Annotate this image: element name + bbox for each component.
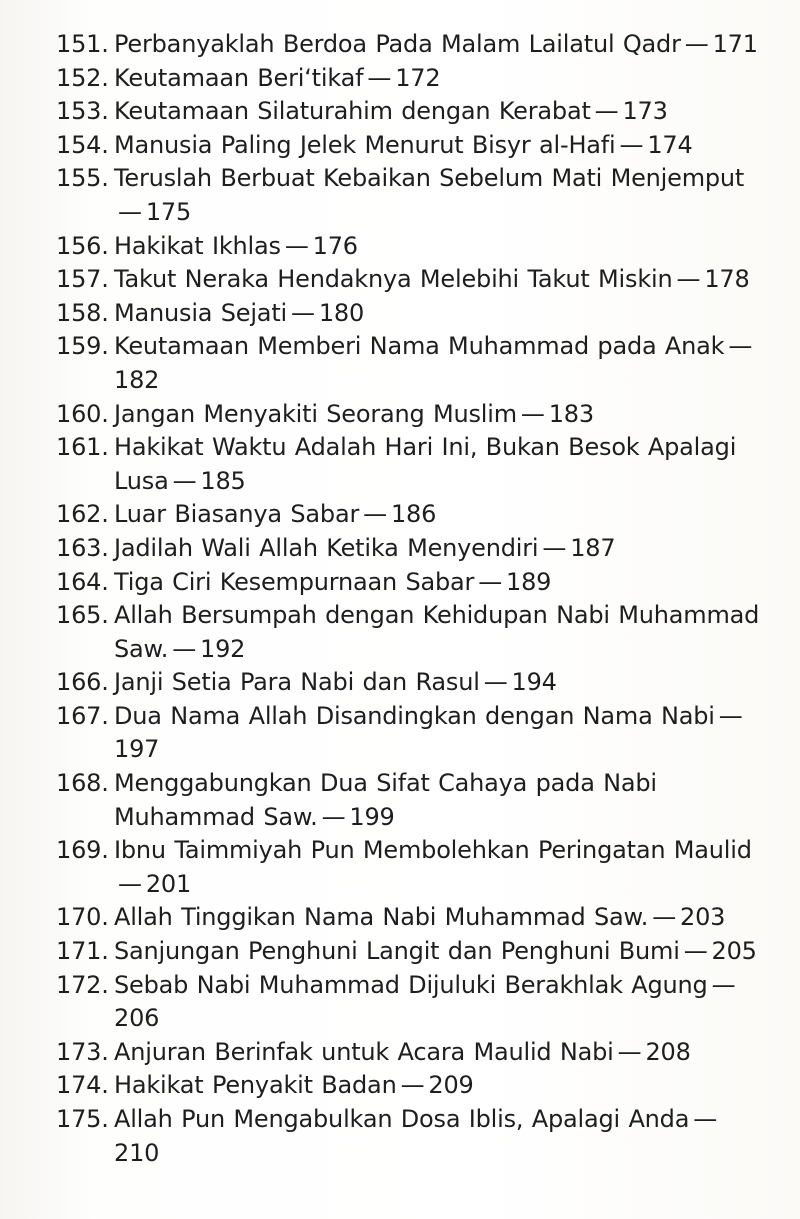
entry-number: 151. (56, 30, 109, 58)
entry-page-number: 173 (622, 97, 668, 126)
entry-title: Hakikat Waktu Adalah Hari Ini, Bukan Besok Apalagi Lusa (114, 433, 737, 495)
toc-entry-152 (56, 62, 760, 96)
entry-page-number: 203 (680, 903, 726, 932)
entry-title: Perbanyaklah Berdoa Pada Malam Lailatul Qadr (114, 30, 681, 58)
entry-separator: — (728, 332, 753, 361)
entry-title: Teruslah Berbuat Kebaikan Sebelum Mati Menjemput (114, 164, 745, 193)
entry-separator: — (172, 466, 197, 495)
entry-page-number: 194 (511, 668, 557, 697)
entry-page-number: 192 (200, 634, 246, 663)
entry-page-number: 199 (349, 802, 395, 831)
entry-number: 163. (56, 533, 109, 562)
toc-entry-171 (56, 935, 760, 969)
entry-separator: — (676, 265, 701, 294)
entry-number: 175. (56, 1105, 109, 1133)
entry-number: 156. (56, 231, 109, 260)
entry-separator: — (291, 298, 315, 327)
entry-page-number: 183 (548, 399, 594, 428)
entry-title: Allah Tinggikan Nama Nabi Muhammad Saw. (114, 903, 649, 932)
entry-separator: — (483, 668, 508, 697)
entry-page-number: 197 (114, 735, 160, 764)
entry-separator: — (718, 701, 743, 730)
entry-number: 169. (56, 836, 109, 865)
toc-entry-164 (56, 566, 760, 600)
entry-title: Manusia Paling Jelek Menurut Bisyr al-Hafi (114, 130, 616, 159)
entry-separator: — (684, 30, 709, 58)
entry-separator: — (711, 970, 736, 999)
entry-separator: — (363, 500, 387, 529)
toc-entry-170 (56, 901, 760, 935)
toc-entry-157 (56, 263, 760, 297)
entry-separator: — (520, 399, 545, 428)
entry-number: 170. (56, 903, 109, 932)
toc-entry-156 (56, 230, 760, 264)
entry-page-number: 185 (200, 466, 246, 495)
entry-title: Sanjungan Penghuni Langit dan Penghuni Bumi (114, 937, 680, 966)
entry-separator: — (172, 634, 197, 663)
entry-separator: — (118, 197, 142, 226)
toc-entry-165 (56, 599, 760, 666)
entry-page-number: 187 (570, 533, 616, 562)
entry-page-number: 182 (114, 365, 160, 394)
entry-page-number: 208 (645, 1037, 691, 1066)
entry-title: Tiga Ciri Kesempurnaan Sabar (114, 567, 475, 596)
entry-separator: — (619, 130, 644, 159)
entry-number: 173. (56, 1037, 109, 1066)
entry-page-number: 201 (145, 869, 192, 898)
toc-entry-161 (56, 431, 760, 498)
entry-title: Hakikat Ikhlas (114, 231, 281, 260)
entry-separator: — (400, 1071, 425, 1100)
toc-entry-162 (56, 498, 760, 532)
entry-title: Jadilah Wali Allah Ketika Menyendiri (114, 533, 539, 562)
entry-title: Dua Nama Allah Disandingkan dengan Nama Nabi (114, 701, 715, 730)
entry-separator: — (284, 231, 309, 260)
entry-separator: — (367, 63, 392, 92)
entry-title: Sebab Nabi Muhammad Dijuluki Berakhlak Agung (114, 970, 708, 999)
entry-number: 155. (56, 164, 109, 193)
entry-title: Luar Biasanya Sabar (114, 500, 360, 529)
entry-title: Takut Neraka Hendaknya Melebihi Takut Miskin (114, 265, 673, 294)
entry-page-number: 176 (312, 231, 358, 260)
entry-page-number: 189 (506, 567, 552, 596)
entry-separator: — (683, 937, 708, 966)
entry-title: Janji Setia Para Nabi dan Rasul (114, 668, 480, 697)
entry-page-number: 178 (704, 265, 750, 294)
toc-entry-167 (56, 700, 760, 767)
entry-page-number: 186 (390, 500, 437, 529)
entry-title: Keutamaan Silaturahim dengan Kerabat (114, 97, 591, 126)
toc-entry-166 (56, 666, 760, 700)
entry-number: 152. (56, 63, 109, 92)
entry-title: Manusia Sejati (114, 298, 287, 327)
toc-entry-169 (56, 834, 760, 901)
entry-page-number: 209 (428, 1071, 474, 1100)
entry-number: 171. (56, 937, 109, 966)
toc-entry-158 (56, 297, 760, 331)
toc-entry-175 (56, 1103, 760, 1170)
entry-separator: — (617, 1037, 642, 1066)
entry-number: 165. (56, 601, 109, 630)
toc-entry-159 (56, 330, 760, 397)
entry-separator: — (118, 869, 142, 898)
entry-number: 166. (56, 668, 109, 697)
entry-page-number: 206 (114, 1004, 160, 1033)
entry-separator: — (693, 1105, 718, 1133)
toc-entry-151 (56, 28, 760, 62)
entry-separator: — (652, 903, 677, 932)
entry-number: 164. (56, 567, 109, 596)
entry-title: Anjuran Berinfak untuk Acara Maulid Nabi (114, 1037, 614, 1066)
entry-number: 162. (56, 500, 109, 529)
entry-title: Hakikat Penyakit Badan (114, 1071, 397, 1100)
toc-entry-173 (56, 1036, 760, 1070)
entry-separator: — (594, 97, 619, 126)
toc-entry-155 (56, 162, 760, 229)
entry-page-number: 180 (318, 298, 365, 327)
table-of-contents (56, 28, 760, 1170)
entry-number: 172. (56, 970, 109, 999)
entry-page-number: 171 (712, 30, 758, 58)
entry-page-number: 175 (145, 197, 192, 226)
entry-number: 160. (56, 399, 109, 428)
entry-number: 153. (56, 97, 109, 126)
entry-number: 174. (56, 1071, 109, 1100)
toc-entry-172 (56, 969, 760, 1036)
entry-title: Menggabungkan Dua Sifat Cahaya pada Nabi Muhammad Saw. (114, 769, 657, 831)
entry-page-number: 205 (711, 937, 757, 966)
entry-title: Allah Bersumpah dengan Kehidupan Nabi Muhammad Saw. (114, 601, 760, 663)
entry-number: 157. (56, 265, 109, 294)
entry-page-number: 172 (395, 63, 441, 92)
entry-title: Jangan Menyakiti Seorang Muslim (114, 399, 517, 428)
toc-entry-168 (56, 767, 760, 834)
entry-title: Allah Pun Mengabulkan Dosa Iblis, Apalagi Anda (114, 1105, 690, 1133)
entry-separator: — (542, 533, 567, 562)
entry-number: 154. (56, 130, 109, 159)
entry-number: 159. (56, 332, 109, 361)
toc-entry-154 (56, 129, 760, 163)
entry-number: 158. (56, 298, 109, 327)
toc-entry-160 (56, 398, 760, 432)
entry-title: Keutamaan Memberi Nama Muhammad pada Anak (114, 332, 725, 361)
toc-entry-163 (56, 532, 760, 566)
entry-separator: — (321, 802, 346, 831)
entry-separator: — (478, 567, 503, 596)
entry-title: Ibnu Taimmiyah Pun Membolehkan Peringatan Maulid (114, 836, 752, 865)
entry-number: 168. (56, 769, 109, 798)
entry-page-number: 210 (114, 1138, 160, 1167)
toc-entry-174 (56, 1069, 760, 1103)
toc-entry-153 (56, 95, 760, 129)
entry-number: 167. (56, 701, 109, 730)
entry-page-number: 174 (647, 130, 693, 159)
entry-title: Keutamaan Beri‘tikaf (114, 63, 364, 92)
entry-number: 161. (56, 433, 109, 462)
